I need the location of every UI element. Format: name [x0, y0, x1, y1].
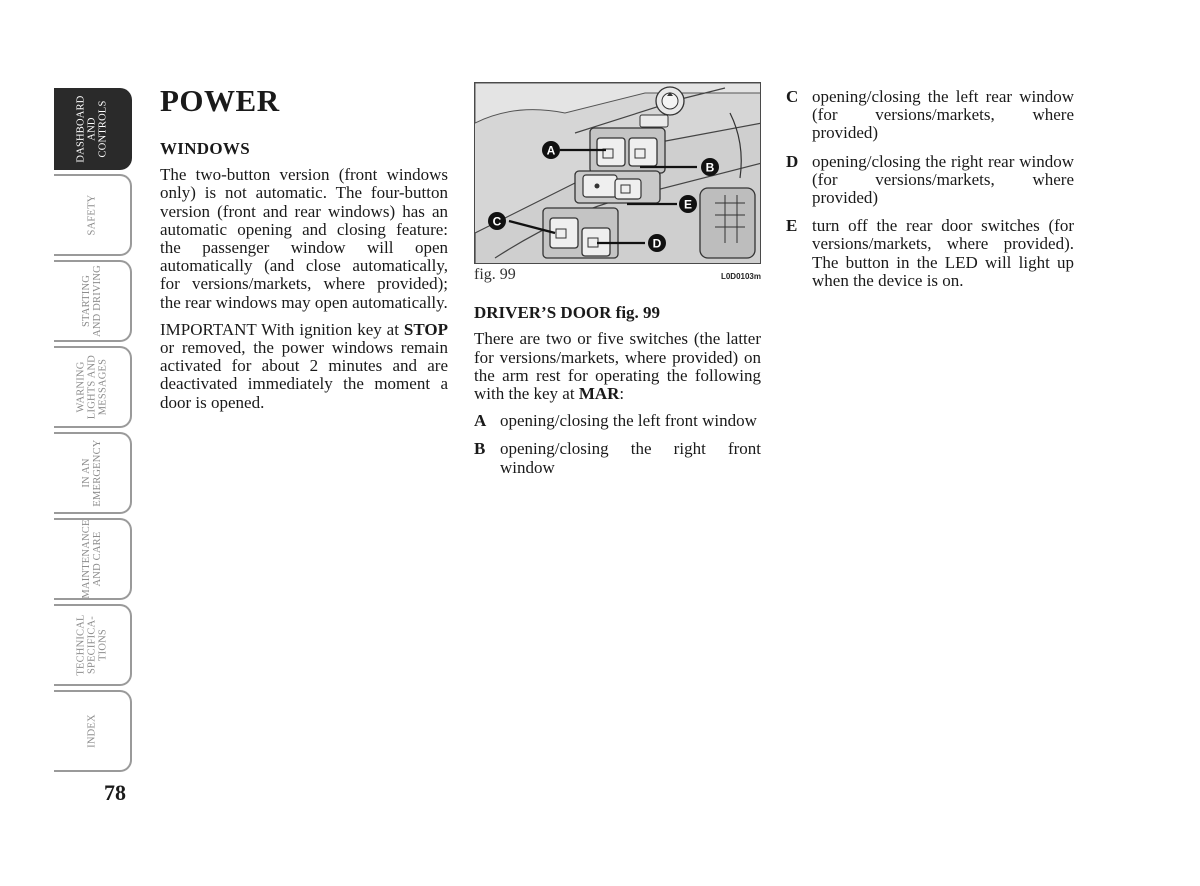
item-key: B	[474, 439, 486, 459]
tab-label: TECHNICAL SPECIFICA- TIONS	[75, 614, 109, 676]
list-item	[474, 412, 761, 430]
item-key: E	[786, 216, 798, 236]
intro-paragraph: The two-button version (front windows only) is not automatic. The four-button version (front and rear windows) has an automatic opening and closing feature: the passenger window will open automatically (and close automatically, for versions/markets, where provided); the rear windows may open automatically.	[160, 165, 448, 312]
callout-b: B	[705, 160, 715, 175]
item-text: opening/closing the right front window	[500, 439, 761, 477]
figure-caption	[474, 266, 761, 286]
item-key: D	[786, 151, 799, 171]
mar-keyword: MAR	[578, 384, 620, 404]
tab-dashboard-and-controls[interactable]	[54, 88, 132, 170]
tab-maintenance-and-care[interactable]	[54, 518, 132, 600]
tab-label: MAINTENANCE AND CARE	[81, 519, 103, 599]
section-subtitle: WINDOWS	[160, 139, 250, 158]
tab-label: DASHBOARD AND CONTROLS	[75, 95, 109, 163]
important-text-start: IMPORTANT With ignition key at	[160, 319, 404, 339]
column-3	[786, 88, 1074, 300]
switches-text-start: There are two or five switches (the latter for versions/markets, where provided) on the arm rest for operating the following with the key at	[474, 329, 761, 404]
important-text-end: or removed, the power windows remain activated for about 2 minutes and are deactivated immediately the moment a door is opened.	[160, 338, 448, 412]
tab-starting-and-driving[interactable]	[54, 260, 132, 342]
tab-index[interactable]	[54, 690, 132, 772]
window-switches-figure	[474, 82, 761, 264]
tab-label: IN AN EMERGENCY	[81, 439, 103, 507]
callout-a: A	[546, 143, 556, 158]
switches-text-end: :	[619, 384, 625, 404]
stop-keyword: STOP	[403, 319, 448, 339]
column-1	[160, 82, 448, 421]
tab-label: STARTING AND DRIVING	[81, 265, 103, 337]
tab-label: INDEX	[86, 714, 98, 748]
item-text: opening/closing the left rear window (for versions/markets, where provided)	[812, 87, 1074, 143]
switches-paragraph	[474, 330, 761, 403]
page-title: POWER	[160, 83, 280, 118]
figure-code: L0D0103m	[720, 272, 761, 281]
item-text: opening/closing the left front window	[500, 411, 757, 431]
list-item	[474, 440, 761, 476]
tab-label: WARNING LIGHTS AND MESSAGES	[75, 354, 109, 420]
column-2	[474, 82, 761, 487]
important-paragraph	[160, 321, 448, 412]
list-item	[786, 217, 1074, 290]
callout-e: E	[683, 197, 693, 212]
page-number: 78	[104, 780, 126, 805]
drivers-door-heading: DRIVER’S DOOR fig. 99	[474, 303, 661, 323]
tab-warning-lights[interactable]	[54, 346, 132, 428]
callout-d: D	[652, 236, 662, 251]
item-text: turn off the rear door switches (for versions/markets, where provided). The button in the LED will light up when the device is on.	[812, 216, 1074, 290]
tab-safety[interactable]	[54, 174, 132, 256]
list-item	[786, 153, 1074, 208]
item-key: C	[786, 87, 799, 106]
tab-label: SAFETY	[86, 194, 98, 236]
tab-technical-specifications[interactable]	[54, 604, 132, 686]
tab-in-an-emergency[interactable]	[54, 432, 132, 514]
item-key: A	[474, 411, 487, 431]
list-item	[786, 88, 1074, 143]
armrest-illustration	[475, 83, 761, 264]
callout-c: C	[492, 214, 502, 229]
figure-label: fig. 99	[474, 266, 516, 283]
item-text: opening/closing the right rear window (for versions/markets, where provided)	[812, 151, 1074, 208]
